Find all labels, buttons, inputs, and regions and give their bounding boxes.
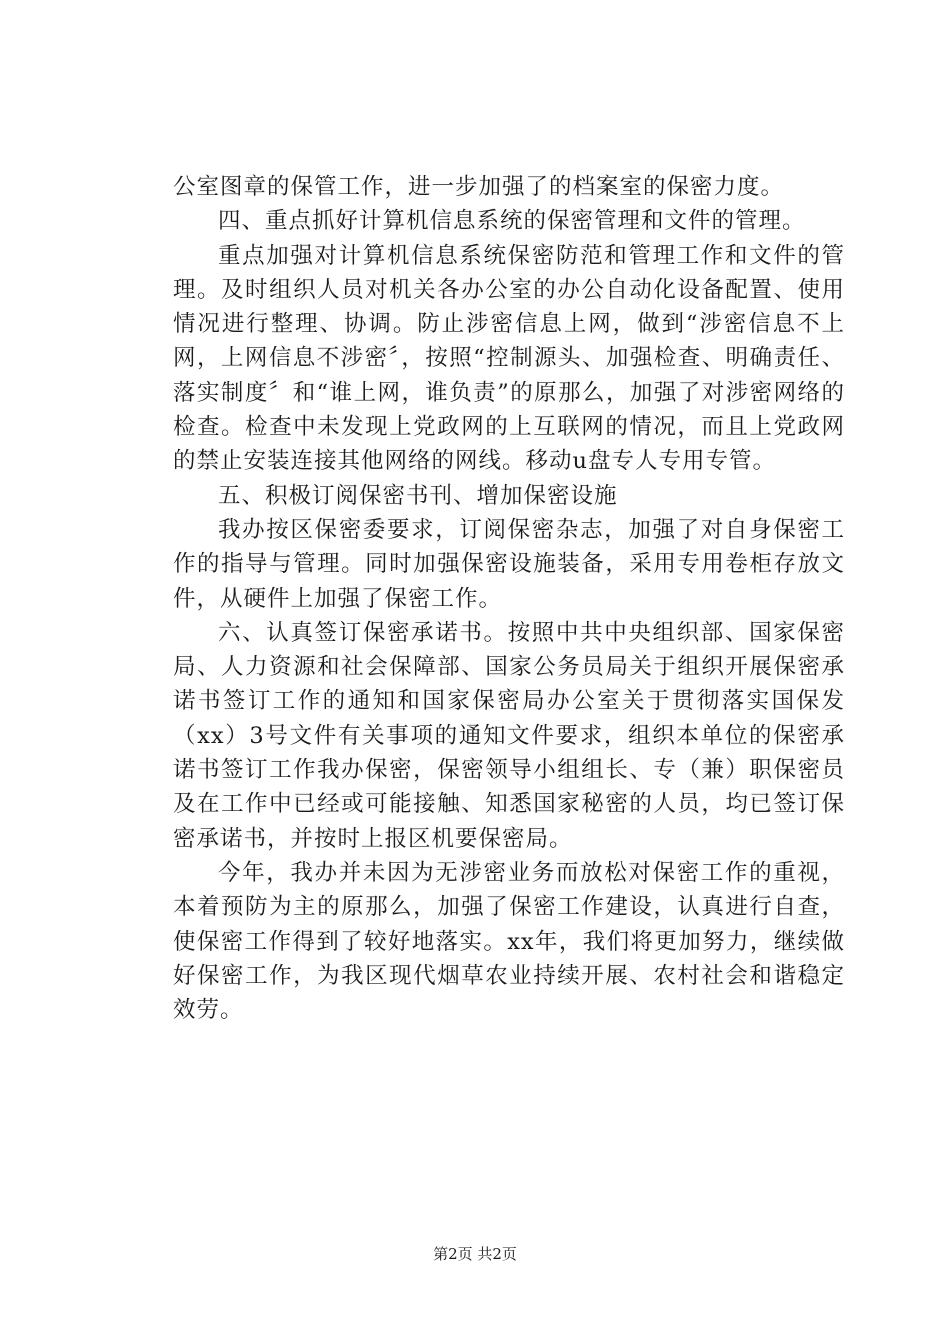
paragraph-subscriptions: 我办按区保密委要求，订阅保密杂志，加强了对自身保密工作的指导与管理。同时加强保密设施装备，采用专用卷柜存放文件，从硬件上加强了保密工作。 [173, 516, 845, 612]
heading-section-five: 五、积极订阅保密书刊、增加保密设施 [218, 482, 618, 509]
paragraph-section-six-commitment: 六、认真签订保密承诺书。按照中共中央组织部、国家保密局、人力资源和社会保障部、国家公务员局关于组织开展保密承诺书签订工作的通知和国家保密局办公室关于贯彻落实国保发（xx）3号文件有关事项的通知文件要求，组织本单位的保密承诺书签订工作我办保密，保密领导小组组长、专（兼）职保密员及在工作中已经或可能接触、知悉国家秘密的人员，均已签订保密承诺书，并按时上报区机要保密局。 [173, 619, 845, 852]
page-number-footer: 第2页 共2页 [433, 1245, 517, 1263]
paragraph-archive-seal: 公室图章的保管工作，进一步加强了的档案室的保密力度。 [173, 174, 785, 200]
paragraph-computer-security: 重点加强对计算机信息系统保密防范和管理工作和文件的管理。及时组织人员对机关各办公室的办公自动化设备配置、使用情况进行整理、协调。防止涉密信息上网，做到“涉密信息不上网，上网信息不涉密〞，按照“控制源头、加强检查、明确责任、落实制度〞和“谁上网，谁负责”的原那么，加强了对涉密网络的检查。检查中未发现上党政网的上互联网的情况，而且上党政网的禁止安装连接其他网络的网线。移动u盘专人专用专管。 [173, 242, 845, 475]
paragraph-conclusion: 今年，我办并未因为无涉密业务而放松对保密工作的重视，本着预防为主的原那么，加强了保密工作建设，认真进行自查，使保密工作得到了较好地落实。xx年，我们将更加努力，继续做好保密工作，为我区现代烟草农业持续开展、农村社会和谐稳定效劳。 [173, 859, 845, 1024]
document-body [173, 170, 845, 1027]
heading-section-four: 四、重点抓好计算机信息系统的保密管理和文件的管理。 [218, 208, 806, 235]
